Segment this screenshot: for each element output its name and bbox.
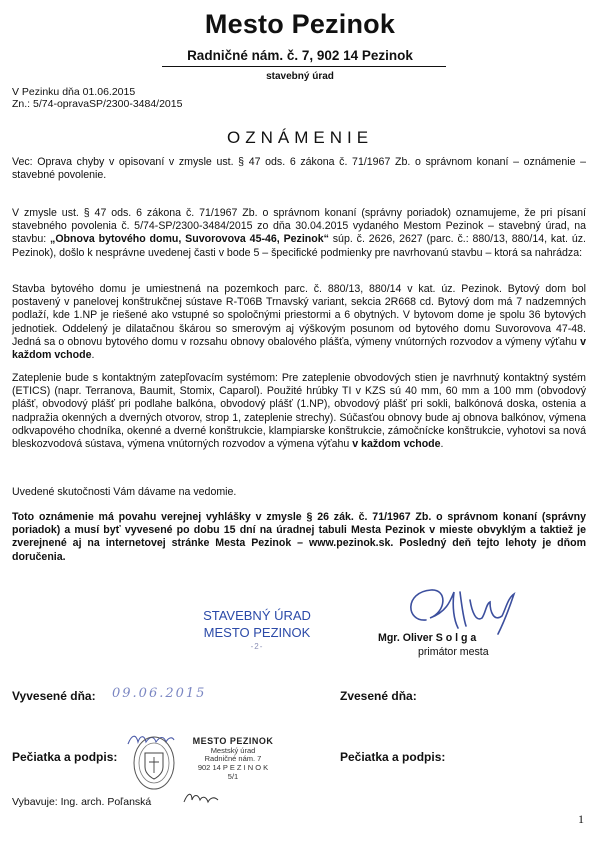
reference-number: Zn.: 5/74-opravaSP/2300-3484/2015 [12, 98, 183, 110]
office-stamp-line2: MESTO PEZINOK [203, 624, 311, 640]
paragraph-insulation-bold: v každom vchode [352, 438, 441, 451]
office-stamp [192, 608, 322, 652]
paragraph-building-bold: v každom vchode [12, 335, 586, 362]
paragraph-insulation [12, 372, 586, 451]
seal-line4: 5/1 [227, 772, 239, 782]
prepared-by: Vybavuje: Ing. arch. Poľanská [12, 796, 152, 808]
town-address: Radničné nám. č. 7, 902 14 Pezinok [187, 48, 413, 63]
paragraph-building-text-b: . [91, 349, 95, 362]
signer-name: Mgr. Oliver S o l g a [378, 632, 477, 644]
stamp-signature-label: Pečiatka a podpis: [12, 750, 118, 764]
project-name: „Obnova bytového domu, Suvorovova 45-46, Pezinok“ [50, 233, 329, 246]
header-rule [162, 66, 446, 67]
office-stamp-line3: -2- [250, 641, 264, 651]
paragraph-public-notice: Toto oznámenie má povahu verejnej vyhlášky v zmysle § 26 zák. č. 71/1967 Zb. o správnom konaní (správny poriadok) a musí byť vyvesené po dobu 15 dní na úradnej tabuli Mesta Pezinok v mieste obvyklým a taktiež je zverejnené aj na internetovej stránke Mesta Pezinok – www.pezinok.sk. Posledný deň tejto lehoty je dňom doručenia. [12, 511, 586, 563]
posted-date-label: Vyvesené dňa: [12, 689, 96, 703]
town-title: Mesto Pezinok [204, 9, 396, 39]
office-name: stavebný úrad [266, 71, 334, 82]
office-stamp-line1: STAVEBNÝ ÚRAD [203, 608, 311, 623]
subject-line: Vec: Oprava chyby v opisovaní v zmysle ust. § 47 ods. 6 zákona č. 71/1967 Zb. o správnom konaní – oznámenie – stavebné povolenie. [12, 156, 586, 182]
signer-role: primátor mesta [418, 646, 489, 658]
paragraph-building-text-a: Stavba bytového domu je umiestnená na pozemkoch parc. č. 880/13, 880/14 v kat. úz. Pezinok. Bytový dom bol postavený v panelovej konštrukčnej sústave R-T06B Trnavský variant, sekcia 2R668 cd. Bytový dom má 7 nadzemných podlaží, kde 1.NP je riešené ako vstupné so spoločnými priestormi a 6 obytných. V bytovom dome je spolu 36 bytových jednotiek. Oddelený je dilatačnou škárou so smerovým aj výškovým posunom od bytového domu Suvorovova 47-48. Jedná sa o obnovu bytového domu v rozsahu obnovy obalového plášťa, výmeny vnútorných rozvodov a výmeny výťahu [12, 283, 586, 348]
stamp-signature-label-right: Pečiatka a podpis: [340, 750, 446, 764]
municipal-seal-text [173, 736, 293, 788]
coat-of-arms-seal-icon [132, 735, 176, 791]
posted-date-value: 09.06.2015 [112, 686, 207, 701]
paragraph-insulation-text-a: Zateplenie bude s kontaktným zatepľovacím systémom: Pre zateplenie obvodových stien je navrhnutý kontaktný systém (ETICS) (napr. Terranova, Baumit, Stomix, Caparol). Použité hrúbky TI v KZS sú 40 mm, 60 mm a 100 mm (obvodový plášť, obvodový plášť pri podlahe balkóna, obvodový plášť (1.NP), obvodový plášť pri sokli, balkónová doska, ostenia a nadpražia okenných a dverných otvorov, strop 1, zateplenie strechy). Súčasťou obnovy bude aj obnova balkónov, výmena odkvapového chodníka, okenné a dverné konštrukcie, klampiarske konštrukcie, zámočnícke konštrukcie, vyhotovi sa nová bleskozvodová sústava, výmena vnútorných rozvodov a výmena výťahu [12, 372, 586, 451]
place-date: V Pezinku dňa 01.06.2015 [12, 86, 136, 98]
paragraph-intro [12, 207, 586, 260]
paragraph-intro-text-a: V zmysle ust. § 47 ods. 6 zákona č. 71/1967 Zb. o správnom konaní (správny poriadok) oznamujeme, že pri písaní stavebného povolenia č. 5/74-SP/2300-3484/2015 zo dňa 30.04.2015 vydaného Mestom Pezinok – stavebný úrad, na stavbu: [12, 207, 586, 246]
paragraph-building [12, 283, 586, 362]
seal-line3: 902 14 P E Z I N O K [197, 763, 269, 773]
seal-title: MESTO PEZINOK [192, 736, 274, 746]
seal-line2: Radničné nám. 7 [204, 754, 262, 764]
document-heading: OZNÁMENIE [226, 128, 374, 147]
paragraph-insulation-text-b: . [440, 438, 444, 451]
preparer-signature-icon [182, 790, 222, 808]
page-number: 1 [578, 812, 584, 826]
paragraph-intro-text-b: súp. č. 2626, 2627 (parc. č.: 880/13, 880/14, kat. úz. Pezinok), došlo k nesprávne uvedenej časti v bode 5 – špecifické podmienky pre navrhovanú stavbu – ktorá sa nahrádza: [12, 233, 586, 259]
seal-line1: Mestský úrad [210, 745, 256, 755]
paragraph-notice: Uvedené skutočnosti Vám dávame na vedomie. [12, 486, 237, 498]
removed-date-label: Zvesené dňa: [340, 689, 417, 703]
